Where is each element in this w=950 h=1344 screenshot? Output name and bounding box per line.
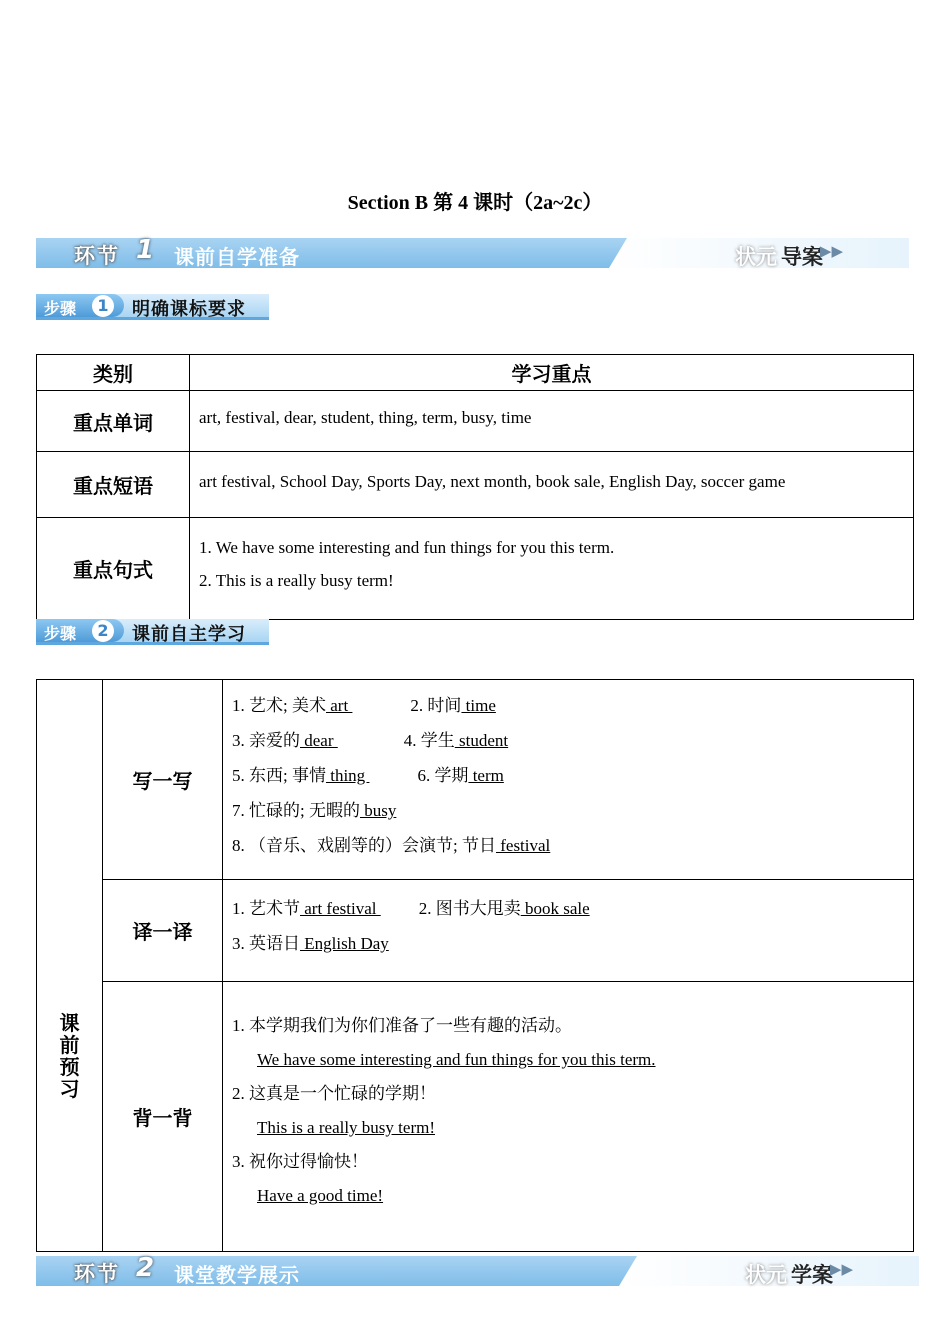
- table-row: [37, 518, 914, 620]
- banner-guide-label-b: 导案: [781, 245, 823, 269]
- answer-text: English Day: [300, 934, 389, 953]
- category-cell: 重点短语: [37, 452, 190, 518]
- answer-text: festival: [495, 836, 551, 855]
- category-cell: 重点句式: [37, 518, 190, 620]
- exercise-line: [232, 828, 913, 863]
- prompt-text: 3. 英语日: [232, 934, 300, 953]
- focus-cell: art festival, School Day, Sports Day, next month, book sale, English Day, soccer game: [190, 452, 914, 518]
- section-banner-2: [36, 1253, 919, 1287]
- banner-huanjie-label: 环节: [74, 1262, 120, 1286]
- table-row: [37, 391, 914, 452]
- exercise-content: [223, 680, 914, 880]
- step-number-badge: 2: [92, 620, 114, 642]
- prompt-text: 1. 艺术; 美术: [232, 696, 326, 715]
- exercise-line: [232, 1179, 913, 1213]
- exercise-line: [232, 688, 913, 723]
- step-label: 步骤: [44, 299, 77, 318]
- study-focus-table: [36, 354, 914, 620]
- side-label-text: 课前预习: [59, 1010, 80, 1101]
- prompt-text: 7. 忙碌的; 无暇的: [232, 801, 360, 820]
- exercise-line: [232, 1009, 913, 1043]
- exercise-line: [232, 891, 913, 926]
- prompt-text: 5. 东西; 事情: [232, 766, 326, 785]
- answer-text: art festival: [300, 899, 381, 918]
- table-row: [37, 680, 914, 880]
- step-label: 步骤: [44, 624, 77, 643]
- banner-guide-label-b: 学案: [791, 1263, 833, 1287]
- preview-table: [36, 679, 914, 1252]
- activity-cell-translate: 译一译: [103, 880, 223, 982]
- banner-stage-title: 课堂教学展示: [174, 1263, 300, 1287]
- exercise-line: [232, 1043, 913, 1077]
- step-header-1: [36, 294, 269, 320]
- prompt-text: 6. 学期: [417, 766, 469, 785]
- prompt-text: 4. 学生: [403, 731, 455, 750]
- answer-text: time: [461, 696, 496, 715]
- exercise-content: [223, 982, 914, 1252]
- prompt-text: 1. 本学期我们为你们准备了一些有趣的活动。: [232, 1016, 572, 1035]
- banner-huanjie-label: 环节: [74, 244, 120, 268]
- answer-text: busy: [359, 801, 397, 820]
- step-number-badge: 1: [92, 295, 114, 317]
- exercise-content: [223, 880, 914, 982]
- answer-text: term: [468, 766, 504, 785]
- section-banner-1: [36, 235, 909, 269]
- prompt-text: 2. 这真是一个忙碌的学期！: [232, 1084, 436, 1103]
- prompt-text: 8. （音乐、戏剧等的）会演节; 节日: [232, 836, 496, 855]
- step-title: 明确课标要求: [132, 299, 246, 320]
- answer-text: This is a really busy term!: [257, 1118, 435, 1137]
- double-arrow-icon: ▶▶: [829, 1260, 853, 1278]
- step-header-2: [36, 619, 269, 645]
- prompt-text: 3. 祝你过得愉快！: [232, 1152, 368, 1171]
- table-row: [37, 880, 914, 982]
- focus-cell: art, festival, dear, student, thing, term, busy, time: [190, 391, 914, 452]
- exercise-line: [232, 723, 913, 758]
- banner-number: 1: [136, 235, 155, 265]
- prompt-text: 2. 图书大甩卖: [418, 899, 521, 918]
- answer-text: book sale: [520, 899, 590, 918]
- table-header-focus: 学习重点: [190, 355, 914, 391]
- table-header-category: 类别: [37, 355, 190, 391]
- answer-text: We have some interesting and fun things for you this term.: [257, 1050, 656, 1069]
- focus-cell: 1. We have some interesting and fun things for you this term. 2. This is a really busy term!: [190, 518, 914, 620]
- answer-text: student: [454, 731, 509, 750]
- page-title: Section B 第 4 课时（2a~2c）: [347, 192, 603, 214]
- activity-cell-write: 写一写: [103, 680, 223, 880]
- answer-text: thing: [325, 766, 370, 785]
- exercise-line: [232, 793, 913, 828]
- exercise-line: [232, 1111, 913, 1145]
- step-title: 课前自主学习: [132, 624, 246, 645]
- answer-text: dear: [300, 731, 338, 750]
- prompt-text: 1. 艺术节: [232, 899, 300, 918]
- banner-guide-label-a: 状元: [735, 245, 777, 269]
- category-cell: 重点单词: [37, 391, 190, 452]
- prompt-text: 3. 亲爱的: [232, 731, 300, 750]
- answer-text: Have a good time!: [257, 1186, 384, 1205]
- exercise-line: [232, 1077, 913, 1111]
- table-row: [37, 982, 914, 1252]
- activity-cell-recite: 背一背: [103, 982, 223, 1252]
- prompt-text: 2. 时间: [410, 696, 462, 715]
- double-arrow-icon: ▶▶: [819, 242, 843, 260]
- exercise-line: [232, 926, 913, 961]
- answer-text: art: [325, 696, 353, 715]
- exercise-line: [232, 1145, 913, 1179]
- side-label-cell: [37, 680, 103, 1252]
- banner-number: 2: [136, 1253, 155, 1283]
- table-row: [37, 452, 914, 518]
- banner-guide-label-a: 状元: [745, 1263, 787, 1287]
- banner-stage-title: 课前自学准备: [174, 245, 300, 269]
- exercise-line: [232, 758, 913, 793]
